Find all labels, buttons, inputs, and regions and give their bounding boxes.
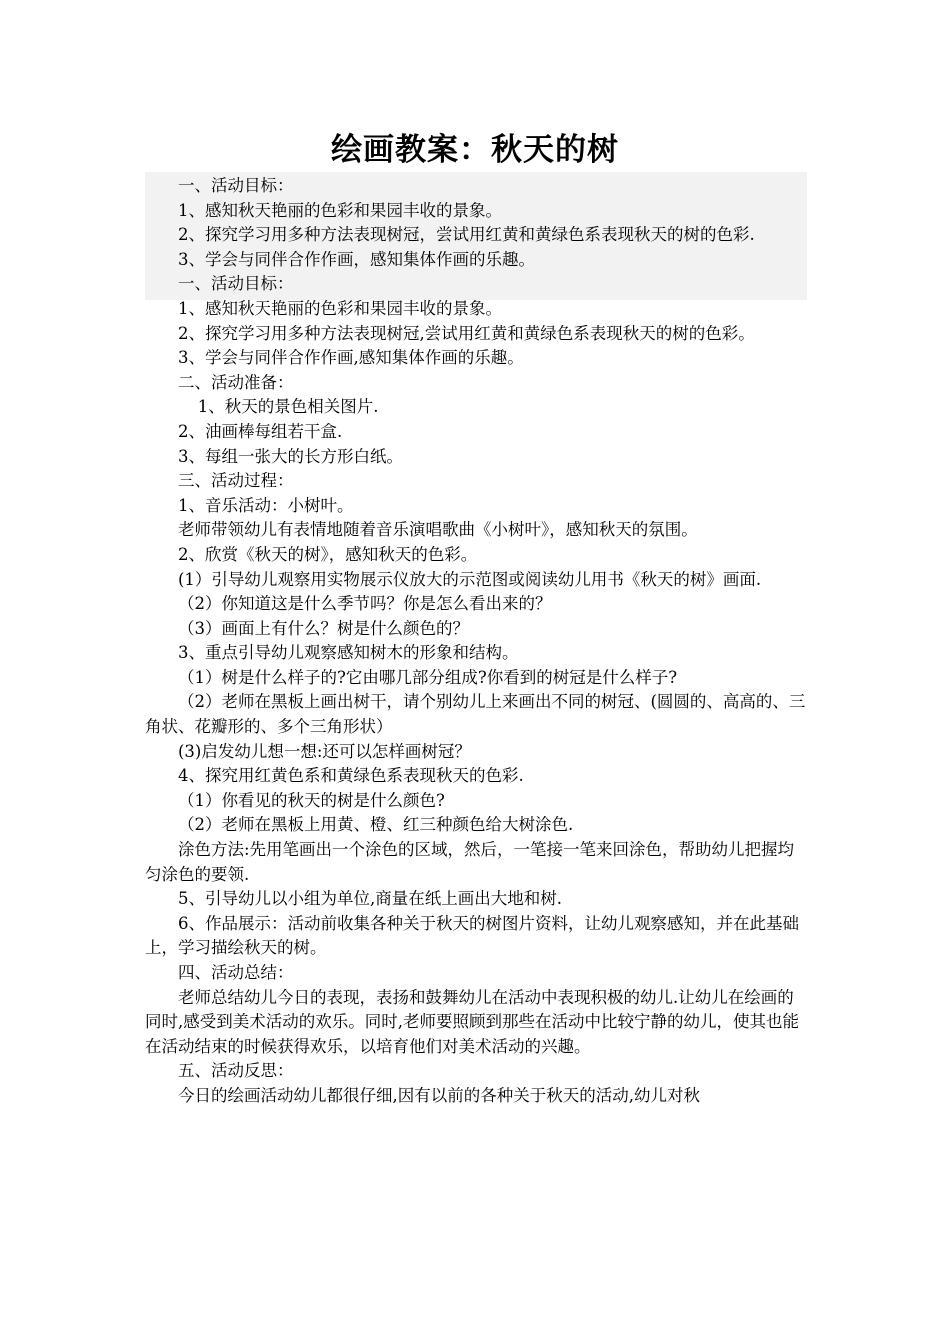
paragraph: （1）你看见的秋天的树是什么颜色?	[178, 790, 445, 810]
paragraph: 3、学会与同伴合作作画,感知集体作画的乐趣。	[178, 348, 524, 368]
paragraph: 2、油画棒每组若干盒.	[178, 421, 343, 441]
paragraph: 1、音乐活动：小树叶。	[178, 495, 354, 515]
paragraph: 2、探究学习用多种方法表现树冠,尝试用红黄和黄绿色系表现秋天的树的色彩。	[178, 323, 755, 343]
paragraph: 5、引导幼儿以小组为单位,商量在纸上画出大地和树.	[178, 889, 562, 909]
paragraph: 一、活动目标：	[178, 176, 294, 195]
paragraph: 一、活动目标：	[178, 274, 294, 294]
paragraph: （2）你知道这是什么季节吗？你是怎么看出来的？	[178, 594, 552, 614]
paragraph: （1）树是什么样子的?它由哪几部分组成?你看到的树冠是什么样子?	[178, 667, 678, 687]
paragraph: 3、每组一张大的长方形白纸。	[178, 446, 403, 466]
paragraph: 1、感知秋天艳丽的色彩和果园丰收的景象。	[178, 200, 502, 220]
paragraph: 五、活动反思：	[178, 1061, 294, 1081]
paragraph: 老师总结幼儿今日的表现，表扬和鼓舞幼儿在活动中表现积极的幼儿.让幼儿在绘画的同时,感受到美术活动的欢乐。同时,老师要照顾到那些在活动中比较宁静的幼儿，使其也能在活动结束的时候获得欢乐，以培育他们对美术活动的兴趣。	[145, 987, 799, 1056]
paragraph: 三、活动过程：	[178, 471, 294, 491]
paragraph: 老师带领幼儿有表情地随着音乐演唱歌曲《小树叶》，感知秋天的氛围。	[178, 520, 698, 540]
paragraph: 2、欣赏《秋天的树》，感知秋天的色彩。	[178, 544, 478, 564]
paragraph: 1、感知秋天艳丽的色彩和果园丰收的景象。	[178, 298, 502, 318]
paragraph: （2）老师在黑板上画出树干，请个别幼儿上来画出不同的树冠、(圆圆的、高高的、三角状、花瓣形的、多个三角形状）	[145, 692, 806, 737]
paragraph: （3）画面上有什么？树是什么颜色的？	[178, 618, 469, 638]
paragraph: (1）引导幼儿观察用实物展示仪放大的示范图或阅读幼儿用书《秋天的树》画面.	[178, 569, 762, 589]
paragraph: 二、活动准备：	[178, 372, 294, 392]
paragraph: （2）老师在黑板上用黄、橙、红三种颜色给大树涂色.	[178, 815, 574, 835]
paragraph: 涂色方法:先用笔画出一个涂色的区域，然后，一笔接一笔来回涂色，帮助幼儿把握均匀涂色的要领.	[145, 840, 795, 884]
paragraph: (3)启发幼儿想一想:还可以怎样画树冠？	[178, 741, 471, 761]
paragraph: 4、探究用红黄色系和黄绿色系表现秋天的色彩.	[178, 766, 524, 786]
paragraph: 3、学会与同伴合作作画，感知集体作画的乐趣。	[178, 249, 535, 269]
paragraph: 3、重点引导幼儿观察感知树木的形象和结构。	[178, 643, 519, 663]
paragraph: 今日的绘画活动幼儿都很仔细,因有以前的各种关于秋天的活动,幼儿对秋	[178, 1085, 700, 1105]
paragraph: 2、探究学习用多种方法表现树冠，尝试用红黄和黄绿色系表现秋天的树的色彩.	[178, 225, 755, 245]
document-title: 绘画教案：秋天的树	[331, 132, 619, 168]
paragraph: 四、活动总结：	[178, 963, 294, 982]
paragraph: 1、秋天的景色相关图片.	[197, 397, 379, 417]
document-body	[145, 174, 809, 1109]
paragraph: 6、作品展示：活动前收集各种关于秋天的树图片资料，让幼儿观察感知，并在此基础上，学习描绘秋天的树。	[145, 913, 799, 958]
